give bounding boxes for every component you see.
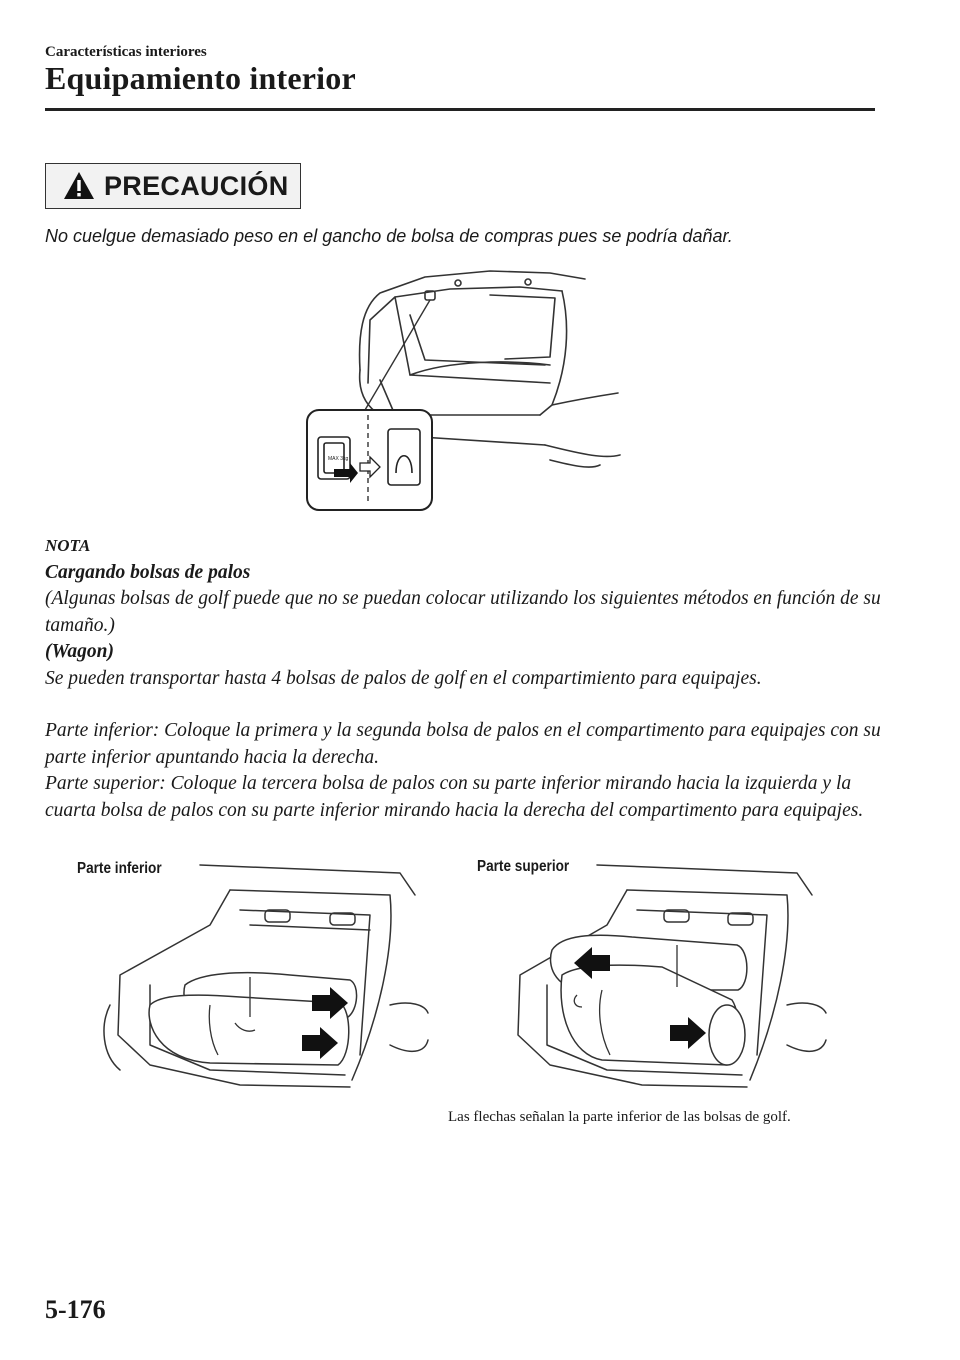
tailgate-hook-illustration xyxy=(300,265,630,515)
caution-label: PRECAUCIÓN xyxy=(104,170,289,201)
golf-bags-upper-illustration xyxy=(492,855,832,1095)
warning-triangle-icon xyxy=(62,170,96,202)
note-intro: (Algunas bolsas de golf puede que no se puedan colocar utilizando los siguientes métodos en función de su tamaño.) xyxy=(45,588,881,636)
page-number: 5-176 xyxy=(45,1295,106,1324)
caution-text: No cuelgue demasiado peso en el gancho de bolsa de compras pues se podría dañar. xyxy=(45,226,733,246)
note-label: NOTA xyxy=(45,536,91,555)
figure-label-upper: Parte superior xyxy=(477,858,570,875)
page-title: Equipamiento interior xyxy=(45,60,356,96)
hook-max-marking: MAX 3kg xyxy=(328,456,349,462)
figure-caption: Las flechas señalan la parte inferior de las bolsas de golf. xyxy=(448,1109,791,1125)
note-upper-paragraph: Parte superior: Coloque la tercera bolsa de palos con su parte inferior mirando hacia la izquierda y la cuarta bolsa de palos con su parte inferior mirando hacia la derecha del compartimento para equipajes. xyxy=(45,773,864,821)
note-subheading: (Wagon) xyxy=(45,641,114,662)
note-block xyxy=(45,533,885,824)
figure-label-lower: Parte inferior xyxy=(77,860,162,877)
section-kicker: Características interiores xyxy=(45,44,207,60)
note-heading: Cargando bolsas de palos xyxy=(45,561,251,583)
golf-bags-lower-illustration xyxy=(90,855,430,1095)
caution-box xyxy=(45,163,301,209)
title-divider xyxy=(45,108,875,111)
note-capacity-line: Se pueden transportar hasta 4 bolsas de palos de golf en el compartimiento para equipajes. xyxy=(45,667,762,689)
note-lower-paragraph: Parte inferior: Coloque la primera y la segunda bolsa de palos en el compartimento para equipajes con su parte inferior apuntando hacia la derecha. xyxy=(45,720,881,768)
